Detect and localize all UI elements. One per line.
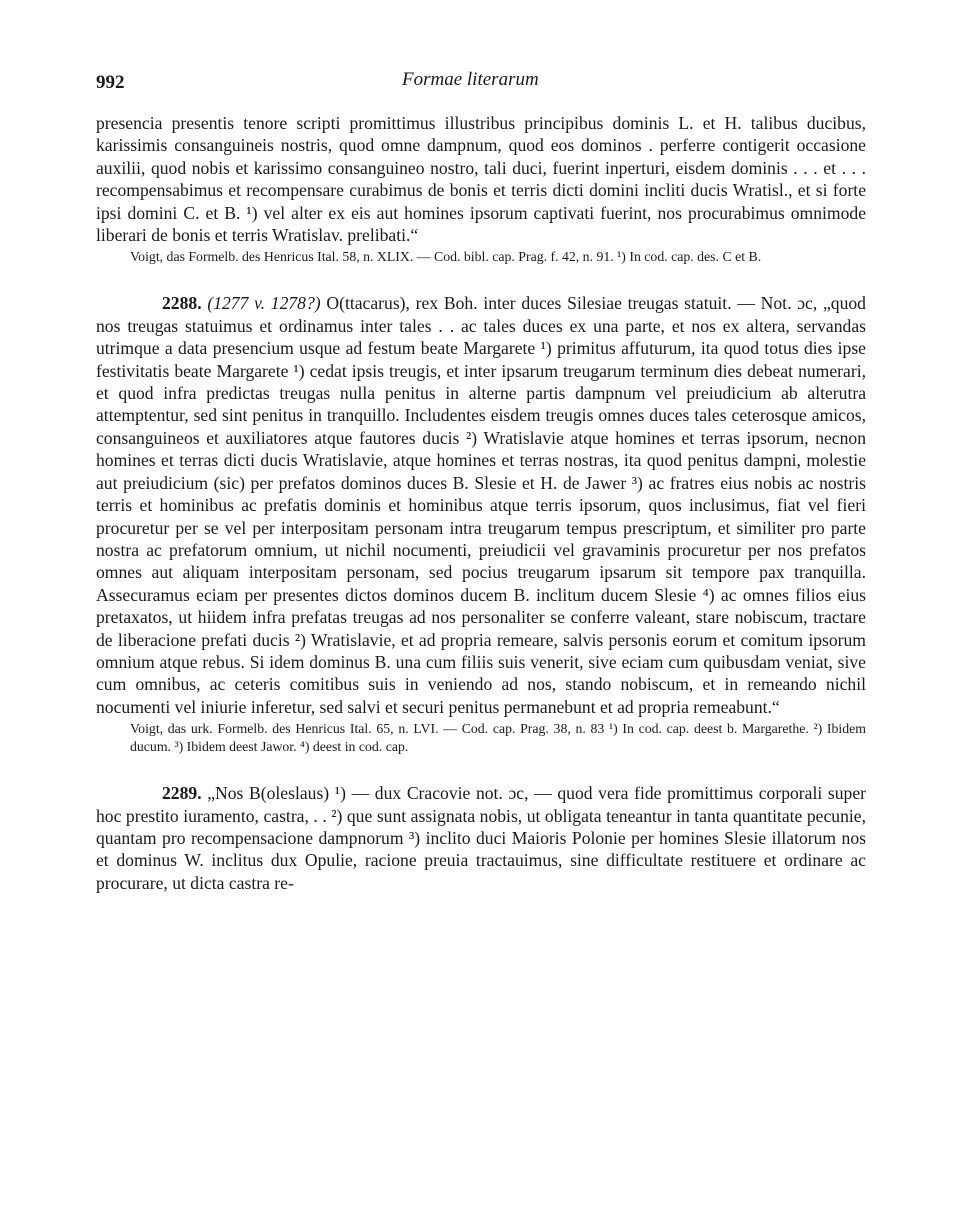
document-date: (1277 v. 1278?) — [207, 293, 321, 314]
footnote-block: Voigt, das Formelb. des Henricus Ital. 58, n. XLIX. — Cod. bibl. cap. Prag. f. 42, n. 91. ¹) In cod. cap. des. C et B. — [130, 249, 762, 265]
page-number: 992 — [96, 72, 125, 93]
document-number: 2289. — [162, 783, 202, 804]
document-number: 2288. — [162, 293, 202, 314]
page-header — [96, 62, 866, 102]
book-page — [96, 62, 866, 894]
document-text — [96, 292, 866, 718]
continued-document-text: presencia presentis tenore scripti promittimus illustribus principibus dominis L. et H. talibus ducibus, karissimis consanguineis nostris, quod omne dampnum, quod eos dominos . perferre contigerit occasione auxilii, quod nobis et karissimo consanguineo nostro, tali duci, fuerint inperturi, eisdem dominis . . . et . . . recompensabimus et recompensare curabimus de bonis et terris dicti domini incliti ducis Wratisl., et si forte ipsi domini C. et B. ¹) vel alter ex eis aut homines ipsorum captivati fuerint, nos procurabimus omnimode liberari de bonis et terris Wratislav. prelibati.“ — [96, 113, 866, 246]
document-entry — [96, 292, 866, 756]
document-entry — [96, 782, 866, 894]
running-title: Formae literarum — [402, 69, 539, 90]
document-text — [96, 782, 866, 894]
document-body: O(ttacarus), rex Boh. inter duces Silesiae treugas statuit. — Not. ɔc, „quod nos treugas statuimus et ordinamus inter tales . . ac tales duces ex una parte, et nos ex altera, servandas utrimque a data presencium usque ad festum beate Margarete ¹) primitus affuturum, ita quod totus dies ipse festivitatis beate Margarete ¹) cedat ipsis treugis, et inter ipsarum treugarum terminum dies debeat numerari, et quod infra predictas treugas nulla penitus in alterne partis dampnum vel preiudicium ab alterutra attemptentur, sed sint penitus in tranquillo. Includentes eisdem treugis omnes duces tales ceterosque amicos, consanguineos et auxiliatores atque fautores ducis ²) Wratislavie atque homines et terras ipsorum, necnon homines et terras dicti ducis Wratislavie, atque homines et terras nostras, ita quod penitus dampni, molestie aut preiudicium (sic) per prefatos dominos duces B. Slesie et H. de Jawer ³) ac fratres eius nobis ac nostris terris et hominibus ac prefatis dominis et hominibus atque terris ipsorum, quos inclusimus, fiat vel fieri procuretur per se vel per interpositam personam intra treugarum tempus prescriptum, et similiter pro parte nostra ac prefatorum omnium, ut nichil nocumenti, preiudicii vel gravaminis procuretur per nos prefatos omnes aut aliquam interpositam personam, sed pocius treugarum ipsarum sit tempore pax tranquilla. Assecuramus eciam per presentes dictos dominos ducem B. inclitum ducem Slesie ⁴) ac omnes filios eius pretaxatos, ut hiidem infra prefatas treugas ad nos personaliter se conferre valeant, stare nobiscum, tractare de liberacione prefati ducis ²) Wratislavie, et ad propria remeare, salvis personis eorum et comitum ipsorum omnium atque rebus. Si idem dominus B. una cum filiis suis venerit, sive eciam cum quibusdam veniat, sive cum omnibus, ac ceteris comitibus suis in veniendo ad nos, stando nobiscum, et in remeando nichil nocumenti vel iniurie inferetur, sed salvi et securi penitus permanebunt et ad propria remeabunt.“ — [96, 293, 866, 717]
footnote-block: Voigt, das urk. Formelb. des Henricus Ital. 65, n. LVI. — Cod. cap. Prag. 38, n. 83 ¹) In cod. cap. deest b. Margarethe. ²) Ibidem ducum. ³) Ibidem deest Jawor. ⁴) deest in cod. cap. — [130, 721, 866, 755]
document-body: „Nos B(oleslaus) ¹) — dux Cracovie not. ɔc, — quod vera fide promittimus corporali super hoc prestito iuramento, castra, . . ²) que sunt assignata nobis, ut obligata teneantur in tanta quantitate pecunie, quantam pro recompensacione dampnorum ³) inclito duci Maioris Polonie per homines Slesie illatorum nos et dominus W. inclitus dux Opulie, racione preuia tractauimus, sine difficultate restituere et ordinare ac procurare, ut dicta castra re- — [96, 783, 866, 893]
